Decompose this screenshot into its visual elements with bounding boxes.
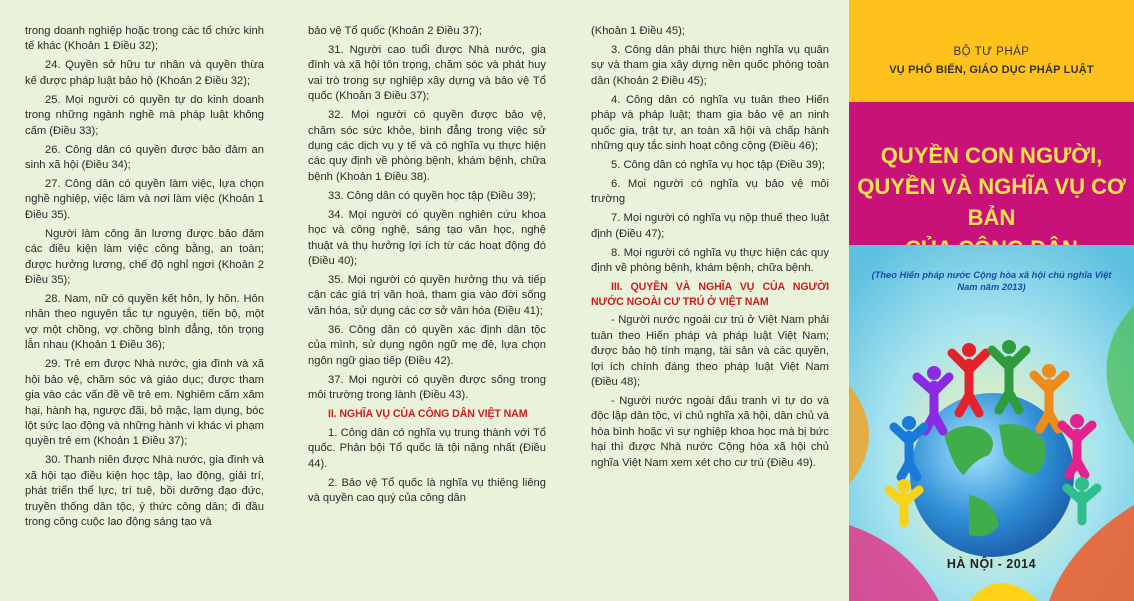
paragraph: 31. Người cao tuổi được Nhà nước, gia đình và xã hội tôn trọng, chăm sóc và phát huy vai trò trong sự nghiệp xây dựng và bảo vệ Tổ quốc (Khoản 3 Điều 37); bbox=[308, 44, 546, 103]
paragraph: 30. Thanh niên được Nhà nước, gia đình và xã hội tạo điều kiện học tập, lao động, giải trí, phát triển thể lực, trí tuệ, bồi dưỡng đạo đức, truyền thống dân tộc, ý thức công dân; đi đầu trong công cuộc lao động sáng tạo và bbox=[25, 454, 264, 528]
globe-people-illustration bbox=[849, 245, 1134, 601]
cover-subtitle: (Theo Hiến pháp nước Cộng hòa xã hội chủ nghĩa Việt Nam năm 2013) bbox=[871, 270, 1112, 292]
paragraph: 1. Công dân có nghĩa vụ trung thành với Tổ quốc. Phản bội Tổ quốc là tội nặng nhất (Điều 44). bbox=[308, 426, 546, 470]
paragraph: 6. Mọi người có nghĩa vụ bảo vệ môi trường bbox=[591, 178, 829, 206]
paragraph: Người làm công ăn lương được bảo đảm các điều kiện làm việc công bằng, an toàn; được hưởng lương, chế độ nghỉ ngơi (Khoản 2 Điều 35); bbox=[25, 227, 264, 287]
department-name: VỤ PHỔ BIẾN, GIÁO DỤC PHÁP LUẬT bbox=[889, 64, 1094, 76]
section-heading-2: II. NGHĨA VỤ CỦA CÔNG DÂN VIỆT NAM bbox=[328, 408, 528, 421]
ministry-name: BỘ TƯ PHÁP bbox=[953, 46, 1030, 58]
cover-panel bbox=[849, 0, 1134, 601]
paragraph: 5. Công dân có nghĩa vụ học tập (Điều 39); bbox=[611, 159, 825, 172]
paragraph: 34. Mọi người có quyền nghiên cứu khoa học và công nghệ, sáng tạo văn học, nghệ thuật và thụ hưởng lợi ích từ các hoạt động đó (Điều 40); bbox=[308, 208, 546, 268]
paragraph: 36. Công dân có quyền xác định dân tộc của mình, sử dụng ngôn ngữ mẹ đẻ, lựa chọn ngôn ngữ giao tiếp (Điều 42). bbox=[308, 323, 546, 367]
paragraph: trong doanh nghiệp hoặc trong các tổ chức kinh tế khác (Khoản 1 Điều 32); bbox=[25, 25, 264, 53]
paragraph: 35. Mọi người có quyền hưởng thụ và tiếp cận các giá trị văn hoá, tham gia vào đời sống văn hóa, sử dụng các cơ sở văn hóa (Điều 41); bbox=[308, 274, 546, 317]
text-column-2 bbox=[308, 24, 546, 510]
paragraph: - Người nước ngoài đấu tranh vì tự do và độc lập dân tộc, vì chủ nghĩa xã hội, dân chủ và hòa bình hoặc vì sự nghiệp khoa học mà bị bức hại thì được Nhà nước Cộng hòa xã hội chủ nghĩa Việt Nam xem xét cho cư trú (Điều 49). bbox=[591, 395, 829, 469]
paragraph: 33. Công dân có quyền học tập (Điều 39); bbox=[328, 189, 536, 202]
cover-header bbox=[849, 0, 1134, 102]
paragraph: 3. Công dân phải thực hiện nghĩa vụ quân sự và tham gia xây dựng nền quốc phòng toàn dân (Khoản 2 Điều 45); bbox=[591, 44, 829, 87]
paragraph: 32. Mọi người có quyền được bảo vệ, chăm sóc sức khỏe, bình đẳng trong việc sử dụng các dịch vụ y tế và có nghĩa vụ thực hiện các quy định về phòng bệnh, khám bệnh, chữa bệnh (Khoản 1 Điều 38). bbox=[308, 109, 546, 183]
paragraph: 24. Quyền sở hữu tư nhân và quyền thừa kế được pháp luật bảo hộ (Khoản 2 Điều 32); bbox=[25, 59, 264, 87]
paragraph: 25. Mọi người có quyền tự do kinh doanh trong những ngành nghề mà pháp luật không cấm (Điều 33); bbox=[25, 93, 264, 137]
cover-title-line: QUYỀN VÀ NGHĨA VỤ CƠ BẢN bbox=[857, 174, 1126, 230]
cover-illustration bbox=[849, 245, 1134, 601]
section-heading-3: III. QUYỀN VÀ NGHĨA VỤ CỦA NGƯỜI NƯỚC NGOÀI CƯ TRÚ Ở VIỆT NAM bbox=[591, 281, 829, 308]
cover-title-band bbox=[849, 102, 1134, 245]
paragraph: 26. Công dân có quyền được bảo đảm an sinh xã hội (Điều 34); bbox=[25, 143, 264, 172]
paragraph: - Người nước ngoài cư trú ở Việt Nam phải tuân theo Hiến pháp và pháp luật Việt Nam; được bảo hộ tính mạng, tài sản và các quyền, lợi ích chính đáng theo pháp luật Việt Nam (Điều 48); bbox=[591, 314, 829, 389]
paragraph: 29. Trẻ em được Nhà nước, gia đình và xã hội bảo vệ, chăm sóc và giáo dục; được tham gia vào các vấn đề về trẻ em. Nghiêm cấm xâm hại, hành hạ, ngược đãi, bỏ mặc, lạm dụng, bóc lột sức lao động và những hành vi khác vi phạm quyền trẻ em (Khoản 1 Điều 37); bbox=[25, 358, 264, 448]
cover-title-line: QUYỀN CON NGƯỜI, bbox=[880, 143, 1103, 168]
paragraph: bảo vệ Tổ quốc (Khoản 2 Điều 37); bbox=[308, 25, 482, 37]
paragraph: 27. Công dân có quyền làm việc, lựa chọn nghề nghiệp, việc làm và nơi làm việc (Khoản 1 Điều 35). bbox=[25, 178, 264, 221]
paragraph: 8. Mọi người có nghĩa vụ thực hiện các quy định về phòng bệnh, khám bệnh, chữa bệnh. bbox=[591, 246, 829, 275]
paragraph: 37. Mọi người có quyền được sống trong môi trường trong lành (Điều 43). bbox=[308, 373, 546, 402]
paragraph: (Khoản 1 Điều 45); bbox=[591, 25, 685, 37]
paragraph: 2. Bảo vệ Tổ quốc là nghĩa vụ thiêng liêng và quyền cao quý của công dân bbox=[308, 476, 546, 504]
cover-place-year: HÀ NỘI - 2014 bbox=[946, 557, 1037, 571]
paragraph: 4. Công dân có nghĩa vụ tuân theo Hiến pháp và pháp luật; tham gia bảo vệ an ninh quốc gia, trật tự, an toàn xã hội và chấp hành những quy tắc sinh hoạt công cộng (Điều 46); bbox=[591, 93, 829, 153]
text-column-1 bbox=[25, 24, 264, 534]
paragraph: 7. Mọi người có nghĩa vụ nộp thuế theo luật định (Điều 47); bbox=[591, 212, 829, 240]
text-column-3 bbox=[591, 24, 829, 475]
paragraph: 28. Nam, nữ có quyền kết hôn, ly hôn. Hôn nhân theo nguyên tắc tự nguyện, tiến bộ, một vợ một chồng, vợ chồng bình đẳng, tôn trọng lẫn nhau (Khoản 1 Điều 36); bbox=[25, 293, 264, 352]
